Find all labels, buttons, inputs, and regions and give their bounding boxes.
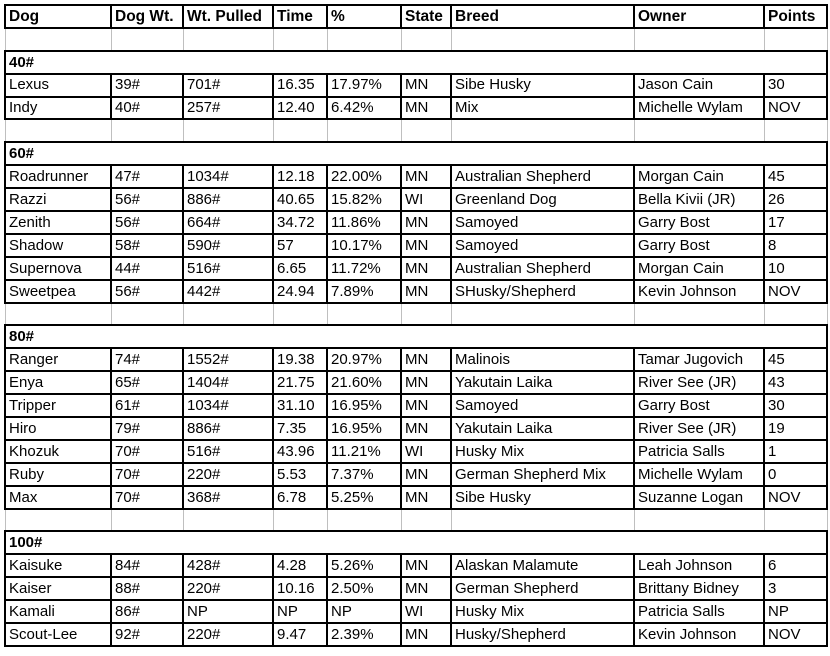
spacer-cell xyxy=(634,303,764,326)
data-row xyxy=(5,600,827,623)
cell-time: 12.18 xyxy=(273,165,327,188)
cell-time: 5.53 xyxy=(273,463,327,486)
cell-wt-pulled: NP xyxy=(183,600,273,623)
cell-dog: Sweetpea xyxy=(5,280,111,303)
cell-dog-wt: 86# xyxy=(111,600,183,623)
data-row xyxy=(5,440,827,463)
cell-points: 19 xyxy=(764,417,827,440)
spacer-cell xyxy=(327,119,401,142)
cell-wt-pulled: 516# xyxy=(183,440,273,463)
spacer-cell xyxy=(5,509,111,532)
cell-breed: German Shepherd xyxy=(451,577,634,600)
cell-: 20.97% xyxy=(327,348,401,371)
cell-dog-wt: 58# xyxy=(111,234,183,257)
cell-state: MN xyxy=(401,257,451,280)
cell-dog: Enya xyxy=(5,371,111,394)
cell-owner: Patricia Salls xyxy=(634,600,764,623)
cell-wt-pulled: 590# xyxy=(183,234,273,257)
cell-state: MN xyxy=(401,554,451,577)
spacer-cell xyxy=(451,303,634,326)
cell-points: 30 xyxy=(764,394,827,417)
cell-breed: Yakutain Laika xyxy=(451,417,634,440)
weight-class-label: 80# xyxy=(5,325,827,348)
spacer-cell xyxy=(764,509,827,532)
data-row xyxy=(5,257,827,280)
cell-dog: Ranger xyxy=(5,348,111,371)
spacer-cell xyxy=(111,28,183,51)
section-row-80 xyxy=(5,325,827,348)
cell-state: MN xyxy=(401,394,451,417)
cell-time: 6.78 xyxy=(273,486,327,509)
header-row xyxy=(5,5,827,28)
cell-state: MN xyxy=(401,348,451,371)
cell-state: MN xyxy=(401,280,451,303)
column-header-breed: Breed xyxy=(451,5,634,28)
column-header-time: Time xyxy=(273,5,327,28)
spacer-cell xyxy=(764,28,827,51)
cell-dog: Scout-Lee xyxy=(5,623,111,646)
column-header-dog: Dog xyxy=(5,5,111,28)
data-row xyxy=(5,211,827,234)
cell-dog: Tripper xyxy=(5,394,111,417)
spacer-cell xyxy=(273,119,327,142)
table-body xyxy=(5,28,827,646)
cell-points: 6 xyxy=(764,554,827,577)
data-row xyxy=(5,97,827,120)
cell-time: 40.65 xyxy=(273,188,327,211)
weight-class-label: 60# xyxy=(5,142,827,165)
data-row xyxy=(5,371,827,394)
cell-state: WI xyxy=(401,440,451,463)
cell-time: 43.96 xyxy=(273,440,327,463)
weight-class-label: 40# xyxy=(5,51,827,74)
cell-time: 6.65 xyxy=(273,257,327,280)
column-header-wt-pulled: Wt. Pulled xyxy=(183,5,273,28)
cell-points: 45 xyxy=(764,165,827,188)
cell-dog: Max xyxy=(5,486,111,509)
data-row xyxy=(5,348,827,371)
table-header xyxy=(5,5,827,28)
cell-owner: Garry Bost xyxy=(634,234,764,257)
cell-: 16.95% xyxy=(327,417,401,440)
spacer-cell xyxy=(327,303,401,326)
weight-pull-results-table xyxy=(4,4,828,647)
spacer-cell xyxy=(451,28,634,51)
cell-state: MN xyxy=(401,417,451,440)
cell-: 7.89% xyxy=(327,280,401,303)
data-row xyxy=(5,623,827,646)
cell-owner: Jason Cain xyxy=(634,74,764,97)
cell-points: 0 xyxy=(764,463,827,486)
spacer-cell xyxy=(273,509,327,532)
cell-state: WI xyxy=(401,188,451,211)
cell-state: MN xyxy=(401,74,451,97)
spacer-cell xyxy=(273,28,327,51)
cell-dog: Kaisuke xyxy=(5,554,111,577)
spacer-cell xyxy=(401,303,451,326)
data-row xyxy=(5,280,827,303)
column-header-: % xyxy=(327,5,401,28)
cell-points: 1 xyxy=(764,440,827,463)
cell-dog-wt: 47# xyxy=(111,165,183,188)
spacer-cell xyxy=(634,509,764,532)
cell-: 16.95% xyxy=(327,394,401,417)
cell-dog-wt: 65# xyxy=(111,371,183,394)
cell-state: MN xyxy=(401,97,451,120)
cell-: 11.86% xyxy=(327,211,401,234)
cell-points: 3 xyxy=(764,577,827,600)
cell-dog-wt: 92# xyxy=(111,623,183,646)
cell-state: MN xyxy=(401,371,451,394)
cell-dog-wt: 70# xyxy=(111,440,183,463)
cell-state: WI xyxy=(401,600,451,623)
spacer-cell xyxy=(327,509,401,532)
cell-points: NOV xyxy=(764,486,827,509)
cell-owner: River See (JR) xyxy=(634,417,764,440)
cell-time: 21.75 xyxy=(273,371,327,394)
cell-wt-pulled: 886# xyxy=(183,188,273,211)
cell-breed: Sibe Husky xyxy=(451,74,634,97)
cell-time: 24.94 xyxy=(273,280,327,303)
cell-dog-wt: 56# xyxy=(111,211,183,234)
cell-owner: Michelle Wylam xyxy=(634,463,764,486)
cell-time: NP xyxy=(273,600,327,623)
weight-class-label: 100# xyxy=(5,531,827,554)
spacer-row xyxy=(5,509,827,532)
spacer-cell xyxy=(401,509,451,532)
cell-owner: Tamar Jugovich xyxy=(634,348,764,371)
spacer-cell xyxy=(401,28,451,51)
cell-owner: Michelle Wylam xyxy=(634,97,764,120)
cell-breed: Husky/Shepherd xyxy=(451,623,634,646)
cell-owner: Kevin Johnson xyxy=(634,623,764,646)
spacer-cell xyxy=(111,509,183,532)
cell-dog: Roadrunner xyxy=(5,165,111,188)
cell-dog: Razzi xyxy=(5,188,111,211)
cell-time: 19.38 xyxy=(273,348,327,371)
cell-: 17.97% xyxy=(327,74,401,97)
cell-time: 34.72 xyxy=(273,211,327,234)
cell-points: 26 xyxy=(764,188,827,211)
spacer-cell xyxy=(111,119,183,142)
cell-: 21.60% xyxy=(327,371,401,394)
spacer-row xyxy=(5,28,827,51)
cell-breed: Husky Mix xyxy=(451,440,634,463)
spacer-cell xyxy=(764,119,827,142)
column-header-owner: Owner xyxy=(634,5,764,28)
cell-dog: Supernova xyxy=(5,257,111,280)
spacer-cell xyxy=(183,509,273,532)
spacer-row xyxy=(5,303,827,326)
data-row xyxy=(5,74,827,97)
cell-state: MN xyxy=(401,623,451,646)
cell-wt-pulled: 886# xyxy=(183,417,273,440)
data-row xyxy=(5,188,827,211)
section-row-40 xyxy=(5,51,827,74)
cell-owner: Suzanne Logan xyxy=(634,486,764,509)
cell-dog: Kaiser xyxy=(5,577,111,600)
cell-points: 17 xyxy=(764,211,827,234)
cell-breed: Yakutain Laika xyxy=(451,371,634,394)
cell-: 2.39% xyxy=(327,623,401,646)
cell-owner: Kevin Johnson xyxy=(634,280,764,303)
cell-: 6.42% xyxy=(327,97,401,120)
spacer-cell xyxy=(451,509,634,532)
cell-points: 10 xyxy=(764,257,827,280)
cell-breed: Australian Shepherd xyxy=(451,257,634,280)
cell-wt-pulled: 220# xyxy=(183,577,273,600)
data-row xyxy=(5,554,827,577)
cell-: NP xyxy=(327,600,401,623)
cell-dog-wt: 61# xyxy=(111,394,183,417)
spacer-cell xyxy=(634,28,764,51)
column-header-points: Points xyxy=(764,5,827,28)
cell-dog-wt: 70# xyxy=(111,463,183,486)
column-header-dog-wt: Dog Wt. xyxy=(111,5,183,28)
cell-state: MN xyxy=(401,234,451,257)
cell-breed: Mix xyxy=(451,97,634,120)
cell-time: 31.10 xyxy=(273,394,327,417)
cell-: 5.26% xyxy=(327,554,401,577)
cell-points: NOV xyxy=(764,623,827,646)
cell-dog: Indy xyxy=(5,97,111,120)
cell-breed: Greenland Dog xyxy=(451,188,634,211)
cell-dog-wt: 84# xyxy=(111,554,183,577)
cell-wt-pulled: 1034# xyxy=(183,394,273,417)
cell-dog: Lexus xyxy=(5,74,111,97)
cell-breed: Husky Mix xyxy=(451,600,634,623)
cell-: 5.25% xyxy=(327,486,401,509)
cell-state: MN xyxy=(401,486,451,509)
cell-time: 4.28 xyxy=(273,554,327,577)
cell-dog-wt: 88# xyxy=(111,577,183,600)
cell-breed: Samoyed xyxy=(451,211,634,234)
spacer-cell xyxy=(183,303,273,326)
cell-points: NOV xyxy=(764,280,827,303)
cell-dog: Kamali xyxy=(5,600,111,623)
cell-dog-wt: 40# xyxy=(111,97,183,120)
cell-time: 10.16 xyxy=(273,577,327,600)
spacer-cell xyxy=(5,303,111,326)
cell-: 10.17% xyxy=(327,234,401,257)
cell-points: 45 xyxy=(764,348,827,371)
spacer-cell xyxy=(111,303,183,326)
cell-wt-pulled: 442# xyxy=(183,280,273,303)
spacer-cell xyxy=(5,119,111,142)
cell-wt-pulled: 1552# xyxy=(183,348,273,371)
cell-breed: SHusky/Shepherd xyxy=(451,280,634,303)
cell-wt-pulled: 1404# xyxy=(183,371,273,394)
cell-dog-wt: 70# xyxy=(111,486,183,509)
spacer-cell xyxy=(183,28,273,51)
cell-owner: Bella Kivii (JR) xyxy=(634,188,764,211)
cell-wt-pulled: 428# xyxy=(183,554,273,577)
cell-owner: Leah Johnson xyxy=(634,554,764,577)
cell-points: 8 xyxy=(764,234,827,257)
spacer-row xyxy=(5,119,827,142)
cell-: 11.72% xyxy=(327,257,401,280)
data-row xyxy=(5,394,827,417)
cell-owner: Morgan Cain xyxy=(634,165,764,188)
cell-wt-pulled: 220# xyxy=(183,623,273,646)
data-row xyxy=(5,165,827,188)
section-row-100 xyxy=(5,531,827,554)
spacer-cell xyxy=(273,303,327,326)
cell-points: NOV xyxy=(764,97,827,120)
cell-dog-wt: 79# xyxy=(111,417,183,440)
cell-wt-pulled: 220# xyxy=(183,463,273,486)
cell-breed: German Shepherd Mix xyxy=(451,463,634,486)
cell-wt-pulled: 257# xyxy=(183,97,273,120)
data-row xyxy=(5,486,827,509)
cell-: 11.21% xyxy=(327,440,401,463)
section-row-60 xyxy=(5,142,827,165)
spacer-cell xyxy=(327,28,401,51)
cell-dog: Khozuk xyxy=(5,440,111,463)
cell-breed: Sibe Husky xyxy=(451,486,634,509)
cell-owner: Patricia Salls xyxy=(634,440,764,463)
cell-wt-pulled: 701# xyxy=(183,74,273,97)
spacer-cell xyxy=(401,119,451,142)
spacer-cell xyxy=(5,28,111,51)
cell-owner: Garry Bost xyxy=(634,394,764,417)
cell-breed: Malinois xyxy=(451,348,634,371)
data-row xyxy=(5,417,827,440)
cell-owner: Garry Bost xyxy=(634,211,764,234)
cell-points: NP xyxy=(764,600,827,623)
spacer-cell xyxy=(764,303,827,326)
spacer-cell xyxy=(634,119,764,142)
cell-owner: Brittany Bidney xyxy=(634,577,764,600)
cell-wt-pulled: 516# xyxy=(183,257,273,280)
cell-dog: Shadow xyxy=(5,234,111,257)
spacer-cell xyxy=(183,119,273,142)
cell-time: 7.35 xyxy=(273,417,327,440)
cell-wt-pulled: 1034# xyxy=(183,165,273,188)
cell-state: MN xyxy=(401,211,451,234)
cell-owner: River See (JR) xyxy=(634,371,764,394)
cell-dog-wt: 74# xyxy=(111,348,183,371)
cell-: 22.00% xyxy=(327,165,401,188)
column-header-state: State xyxy=(401,5,451,28)
cell-: 15.82% xyxy=(327,188,401,211)
cell-time: 12.40 xyxy=(273,97,327,120)
cell-breed: Samoyed xyxy=(451,394,634,417)
data-row xyxy=(5,234,827,257)
cell-dog: Hiro xyxy=(5,417,111,440)
cell-breed: Alaskan Malamute xyxy=(451,554,634,577)
cell-state: MN xyxy=(401,165,451,188)
spacer-cell xyxy=(451,119,634,142)
data-row xyxy=(5,577,827,600)
cell-state: MN xyxy=(401,463,451,486)
cell-dog: Zenith xyxy=(5,211,111,234)
cell-time: 9.47 xyxy=(273,623,327,646)
cell-breed: Samoyed xyxy=(451,234,634,257)
cell-: 2.50% xyxy=(327,577,401,600)
cell-dog-wt: 39# xyxy=(111,74,183,97)
cell-time: 16.35 xyxy=(273,74,327,97)
cell-points: 43 xyxy=(764,371,827,394)
cell-: 7.37% xyxy=(327,463,401,486)
cell-time: 57 xyxy=(273,234,327,257)
cell-dog-wt: 56# xyxy=(111,280,183,303)
cell-dog-wt: 56# xyxy=(111,188,183,211)
cell-state: MN xyxy=(401,577,451,600)
cell-dog-wt: 44# xyxy=(111,257,183,280)
cell-points: 30 xyxy=(764,74,827,97)
data-row xyxy=(5,463,827,486)
cell-wt-pulled: 368# xyxy=(183,486,273,509)
cell-dog: Ruby xyxy=(5,463,111,486)
cell-wt-pulled: 664# xyxy=(183,211,273,234)
cell-breed: Australian Shepherd xyxy=(451,165,634,188)
cell-owner: Morgan Cain xyxy=(634,257,764,280)
